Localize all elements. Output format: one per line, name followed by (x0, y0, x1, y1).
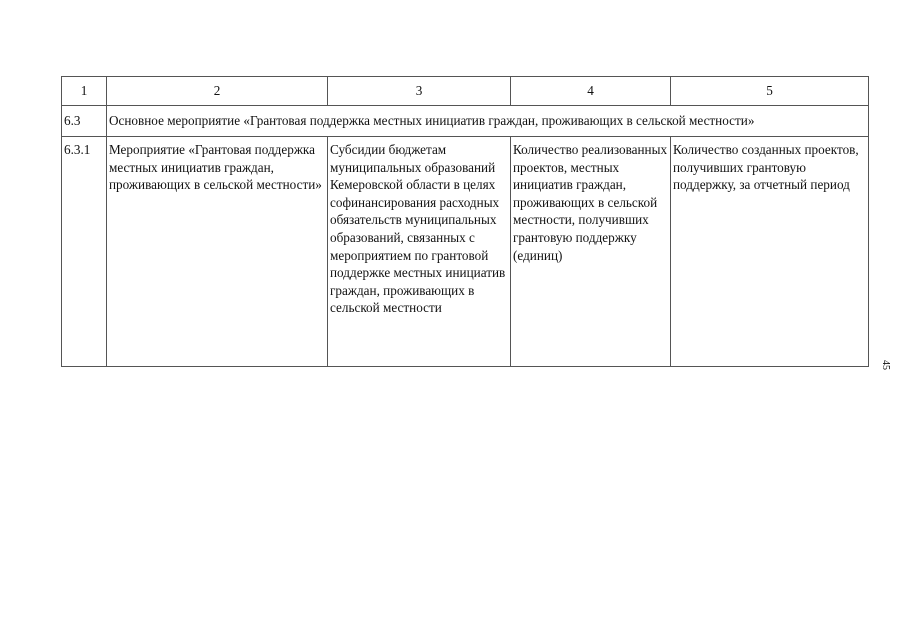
program-table (61, 76, 869, 367)
table-row (62, 137, 869, 367)
page-number: 45 (880, 360, 891, 370)
item-measure: Мероприятие «Грантовая поддержка местных инициатив граждан, проживающих в сельской местности» (107, 137, 328, 367)
section-title: Основное мероприятие «Грантовая поддержка местных инициатив граждан, проживающих в сельской местности» (107, 106, 869, 137)
header-cell-1: 1 (62, 77, 107, 106)
item-indicator: Количество реализованных проектов, местных инициатив граждан, проживающих в сельской местности, получивших грантовую поддержку (единиц) (511, 137, 671, 367)
section-row (62, 106, 869, 137)
section-number: 6.3 (62, 106, 107, 137)
table-header-row (62, 77, 869, 106)
header-cell-5: 5 (671, 77, 869, 106)
header-cell-2: 2 (107, 77, 328, 106)
item-number: 6.3.1 (62, 137, 107, 367)
item-formula: Количество созданных проектов, получивших грантовую поддержку, за отчетный период (671, 137, 869, 367)
item-description: Субсидии бюджетам муниципальных образований Кемеровской области в целях софинансирования расходных обязательств муниципальных образований, связанных с мероприятием по грантовой поддержке местных инициатив граждан, проживающих в сельской местности (328, 137, 511, 367)
header-cell-4: 4 (511, 77, 671, 106)
header-cell-3: 3 (328, 77, 511, 106)
